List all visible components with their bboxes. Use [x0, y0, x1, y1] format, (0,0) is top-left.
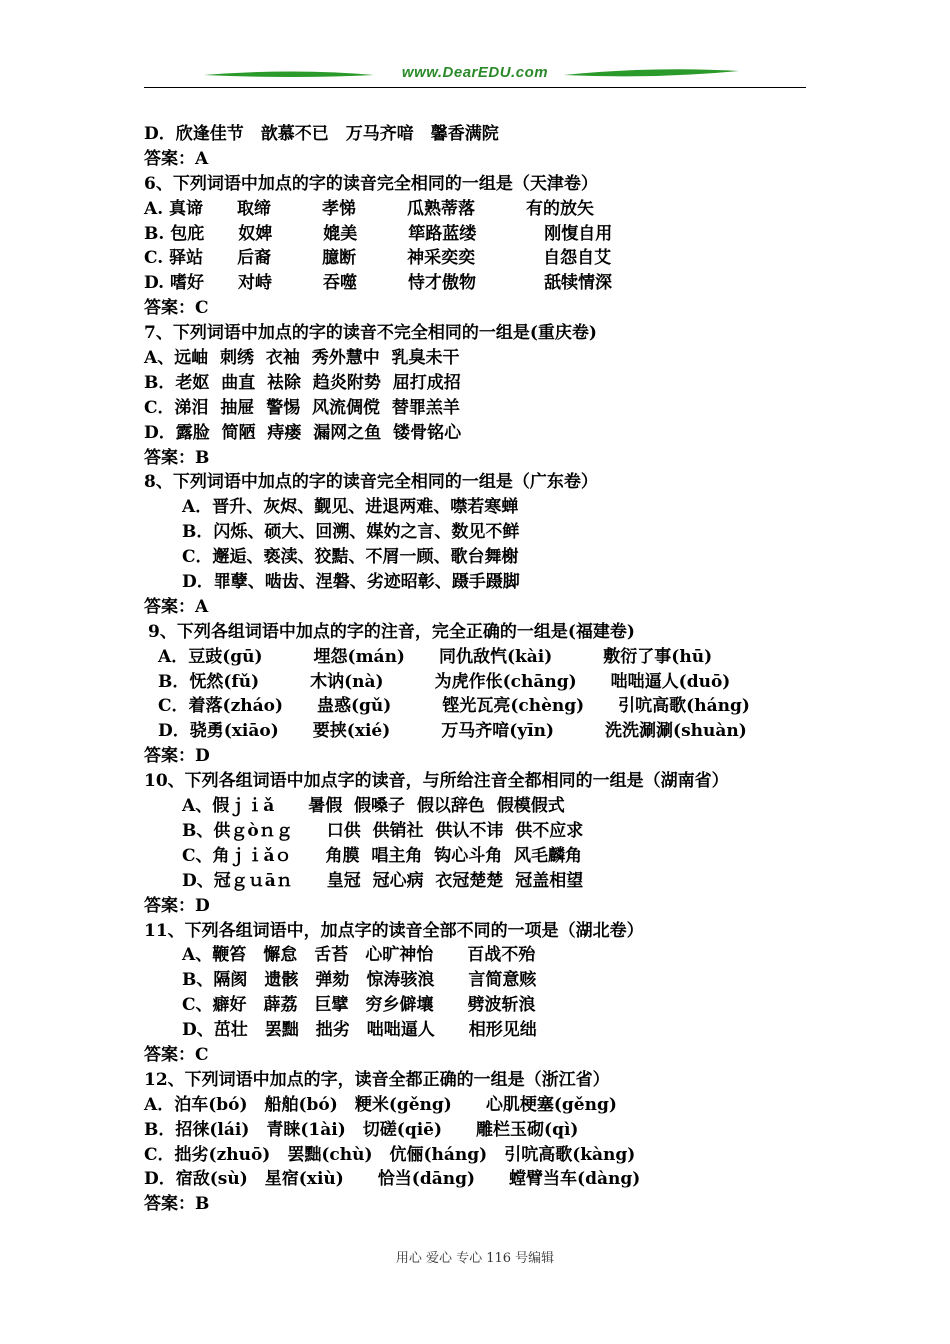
- text-line: 答案：C: [144, 1044, 209, 1065]
- document-body: [144, 122, 824, 1217]
- text-line: B．闪烁、硕大、回溯、媒妁之言、数见不鲜: [182, 522, 520, 543]
- text-line: D．欣逢佳节 歆慕不已 万马齐喑 馨香满院: [144, 124, 499, 144]
- text-line: 答案：B: [144, 1194, 210, 1215]
- text-line: D、茁壮 罢黜 拙劣 咄咄逼人 相形见绌: [182, 1020, 537, 1041]
- text-line: A．泊车(bó) 船舶(bó) 粳米(gěng) 心肌梗塞(gěng): [144, 1094, 617, 1115]
- text-line: 10、下列各组词语中加点字的读音，与所给注音全都相同的一组是（湖南省）: [144, 771, 729, 792]
- text-line: A、远岫 刺绣 衣袖 秀外慧中 乳臭未干: [144, 348, 460, 369]
- header-divider: [144, 87, 806, 88]
- text-line: 9、下列各组词语中加点的字的注音，完全正确的一组是(福建卷): [148, 621, 635, 642]
- text-line: D．罪孽、啮齿、涅磐、劣迹昭彰、蹑手蹑脚: [182, 572, 520, 593]
- text-line: A、假ｊｉǎ 暑假 假嗓子 假以辞色 假模假式: [182, 796, 565, 817]
- text-line: C．着落(zháo) 蛊惑(gǔ) 铿光瓦亮(chèng) 引吭高歌(háng): [158, 696, 750, 717]
- text-line: D．露脸 简陋 痔瘘 漏网之鱼 镂骨铭心: [144, 422, 462, 443]
- text-line: B．怃然(fǔ) 木讷(nà) 为虎作伥(chāng) 咄咄逼人(duō): [158, 671, 731, 692]
- text-line: A．豆豉(gū) 埋怨(mán) 同仇敌忾(kài) 敷衍了事(hū): [158, 646, 713, 667]
- text-line: 答案：C: [144, 298, 209, 319]
- text-line: D、冠ｇｕāｎ 皇冠 冠心病 衣冠楚楚 冠盖相望: [182, 870, 584, 891]
- text-line: 7、下列词语中加点的字的读音不完全相同的一组是(重庆卷): [144, 323, 597, 344]
- text-line: C、角ｊｉǎｏ 角膜 唱主角 钩心斗角 风毛麟角: [182, 845, 583, 866]
- site-logo: www.DearEDU.com: [401, 64, 549, 81]
- text-line: C. 驿站 后裔 臆断 神采奕奕 自怨自艾: [144, 248, 612, 269]
- text-line: D. 嗜好 对峙 吞噬 恃才傲物 舐犊情深: [144, 273, 612, 294]
- text-line: 答案：B: [144, 447, 210, 468]
- text-line: 8、下列词语中加点的字的读音完全相同的一组是（广东卷）: [144, 472, 598, 493]
- text-line: 答案：D: [144, 746, 210, 767]
- text-line: C．涕泪 抽屉 警惕 风流倜傥 替罪羔羊: [144, 397, 460, 418]
- text-line: 答案：A: [144, 596, 209, 617]
- text-line: B．老妪 曲直 袪除 趋炎附势 屈打成招: [144, 372, 461, 393]
- text-line: C．拙劣(zhuō) 罢黜(chù) 伉俪(háng) 引吭高歌(kàng): [144, 1144, 636, 1165]
- page-header: [144, 60, 806, 90]
- text-line: B、隔阂 遗骸 弹劾 惊涛骇浪 言简意赅: [182, 970, 537, 991]
- text-line: 答案：D: [144, 895, 210, 916]
- text-line: C、癖好 薜荔 巨擘 穷乡僻壤 劈波斩浪: [182, 995, 536, 1016]
- text-line: 6、下列词语中加点的字的读音完全相同的一组是（天津卷）: [144, 173, 598, 194]
- text-line: A．晋升、灰烬、觐见、进退两难、噤若寒蝉: [182, 497, 519, 518]
- text-line: 答案：A: [144, 148, 209, 169]
- text-line: 12、下列词语中加点的字，读音全都正确的一组是（浙江省）: [144, 1069, 610, 1090]
- text-line: D．宿敌(sù) 星宿(xiù) 恰当(dāng) 螳臂当车(dàng): [144, 1169, 641, 1190]
- text-line: A. 真谛 取缔 孝悌 瓜熟蒂落 有的放矢: [144, 198, 595, 219]
- text-line: B、供ｇòｎｇ 口供 供销社 供认不讳 供不应求: [182, 820, 584, 841]
- text-line: B. 包庇 奴婢 媲美 筚路蓝缕 刚愎自用: [144, 223, 613, 244]
- text-line: C．邂逅、亵渎、狡黠、不屑一顾、歌台舞榭: [182, 547, 519, 568]
- text-line: D．骁勇(xiāo) 要挟(xié) 万马齐喑(yīn) 洗洗涮涮(shuàn): [158, 721, 747, 742]
- text-line: 11、下列各组词语中，加点字的读音全部不同的一项是（湖北卷）: [144, 920, 644, 941]
- text-line: A、鞭笞 懈怠 舌苔 心旷神怡 百战不殆: [182, 945, 536, 966]
- page-footer: 用心 爱心 专心 116 号编辑: [395, 1251, 555, 1266]
- text-line: B．招徕(lái) 青睐(1ài) 切磋(qiē) 雕栏玉砌(qì): [144, 1119, 579, 1140]
